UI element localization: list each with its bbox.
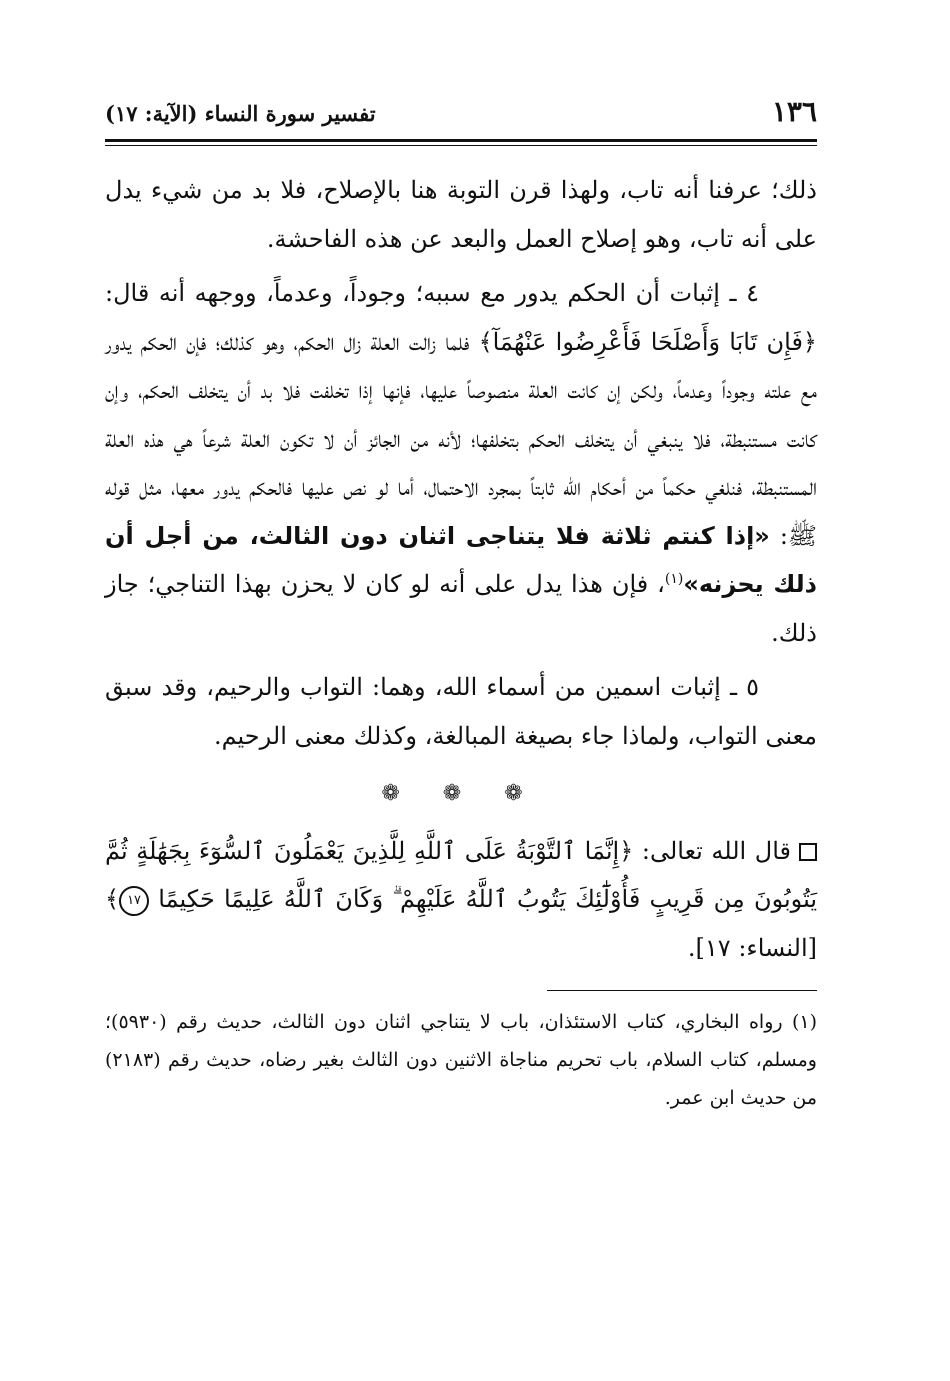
page-number: ١٣٦	[771, 95, 817, 128]
quran-quote-1: ﴿فَإِن تَابَا وَأَصْلَحَا فَأَعْرِضُوا عَنْهُمَآ﴾	[478, 327, 817, 356]
paragraph-2-part-c: ، فإن هذا يدل على أنه لو كان لا يحزن بهذا التناجي؛ جاز ذلك.	[105, 570, 817, 647]
ayah-number-marker: ١٧	[119, 886, 149, 916]
verse-paragraph	[105, 827, 817, 973]
square-bullet-icon	[799, 843, 817, 861]
running-title: تفسير سورة النساء (الآية: ١٧)	[105, 101, 376, 126]
main-text	[105, 166, 817, 972]
section-divider: ❁ ❁ ❁	[381, 781, 541, 806]
footnote-1: (١) رواه البخاري، كتاب الاستئذان، باب لا يتناجي اثنان دون الثالث، حديث رقم (٥٩٣٠)؛ ومسلم، كتاب السلام، باب تحريم مناجاة الاثنين دون الثالث بغير رضاه، حديث رقم (٢١٨٣) من حديث ابن عمر.	[105, 1011, 817, 1109]
paragraph-2	[105, 269, 817, 657]
paragraph-3: ٥ ـ إثبات اسمين من أسماء الله، وهما: التواب والرحيم، وقد سبق معنى التواب، ولماذا جاء بصيغة المبالغة، وكذلك معنى الرحيم.	[105, 673, 817, 750]
header-rule-thick	[105, 139, 817, 142]
page-header	[105, 95, 817, 137]
paragraph-1: ذلك؛ عرفنا أنه تاب، ولهذا قرن التوبة هنا بالإصلاح، فلا بد من شيء يدل على أنه تاب، وهو إصلاح العمل والبعد عن هذه الفاحشة.	[105, 176, 817, 253]
verse-intro: قال الله تعالى:	[633, 836, 791, 865]
footnote-ref-1: (١)	[664, 571, 684, 587]
book-page	[105, 95, 817, 1325]
paragraph-2-part-b: فلما زالت العلة زال الحكم، وهو كذلك؛ فإن الحكم يدور مع علته وجوداً وعدماً، ولكن إن كانت العلة منصوصاً عليها، فإنها إذا تخلفت فلا بد أن يتخلف الحكم، وإن كانت مستنبطة، فلا ينبغي أن يتخلف الحكم بتخلفها؛ لأنه من الجائز أن لا تكون العلة شرعاً هي هذه العلة المستنبطة، فنلغي حكماً من أحكام الله ثابتاً بمجرد الاحتمال، أما لو نص عليها فالحكم يدور معها، مثل قوله ﷺ:	[105, 327, 818, 550]
hadith-quote: «إذا كنتم ثلاثة فلا يتناجى اثنان دون الثالث، من أجل أن ذلك يحزنه»	[105, 521, 817, 598]
footnotes	[105, 1003, 817, 1117]
header-rule-thin	[105, 145, 817, 146]
verse-text: ﴿إِنَّمَا ٱلتَّوْبَةُ عَلَى ٱللَّهِ لِلَّذِينَ يَعْمَلُونَ ٱلسُّوٓءَ بِجَهَٰلَةٍ ثُمَّ يَتُوبُونَ مِن قَرِيبٍ فَأُوْلَٰٓئِكَ يَتُوبُ ٱللَّهُ عَلَيْهِمْ ۗ وَكَانَ ٱللَّهُ عَلِيمًا حَكِيمًا	[105, 836, 817, 913]
verse-reference: [النساء: ١٧].	[687, 933, 817, 962]
paragraph-2-part-a: ٤ ـ إثبات أن الحكم يدور مع سببه؛ وجوداً، وعدماً، ووجهه أنه قال:	[105, 279, 759, 307]
verse-close-bracket: ﴾	[105, 885, 120, 913]
footnote-separator	[547, 990, 817, 991]
